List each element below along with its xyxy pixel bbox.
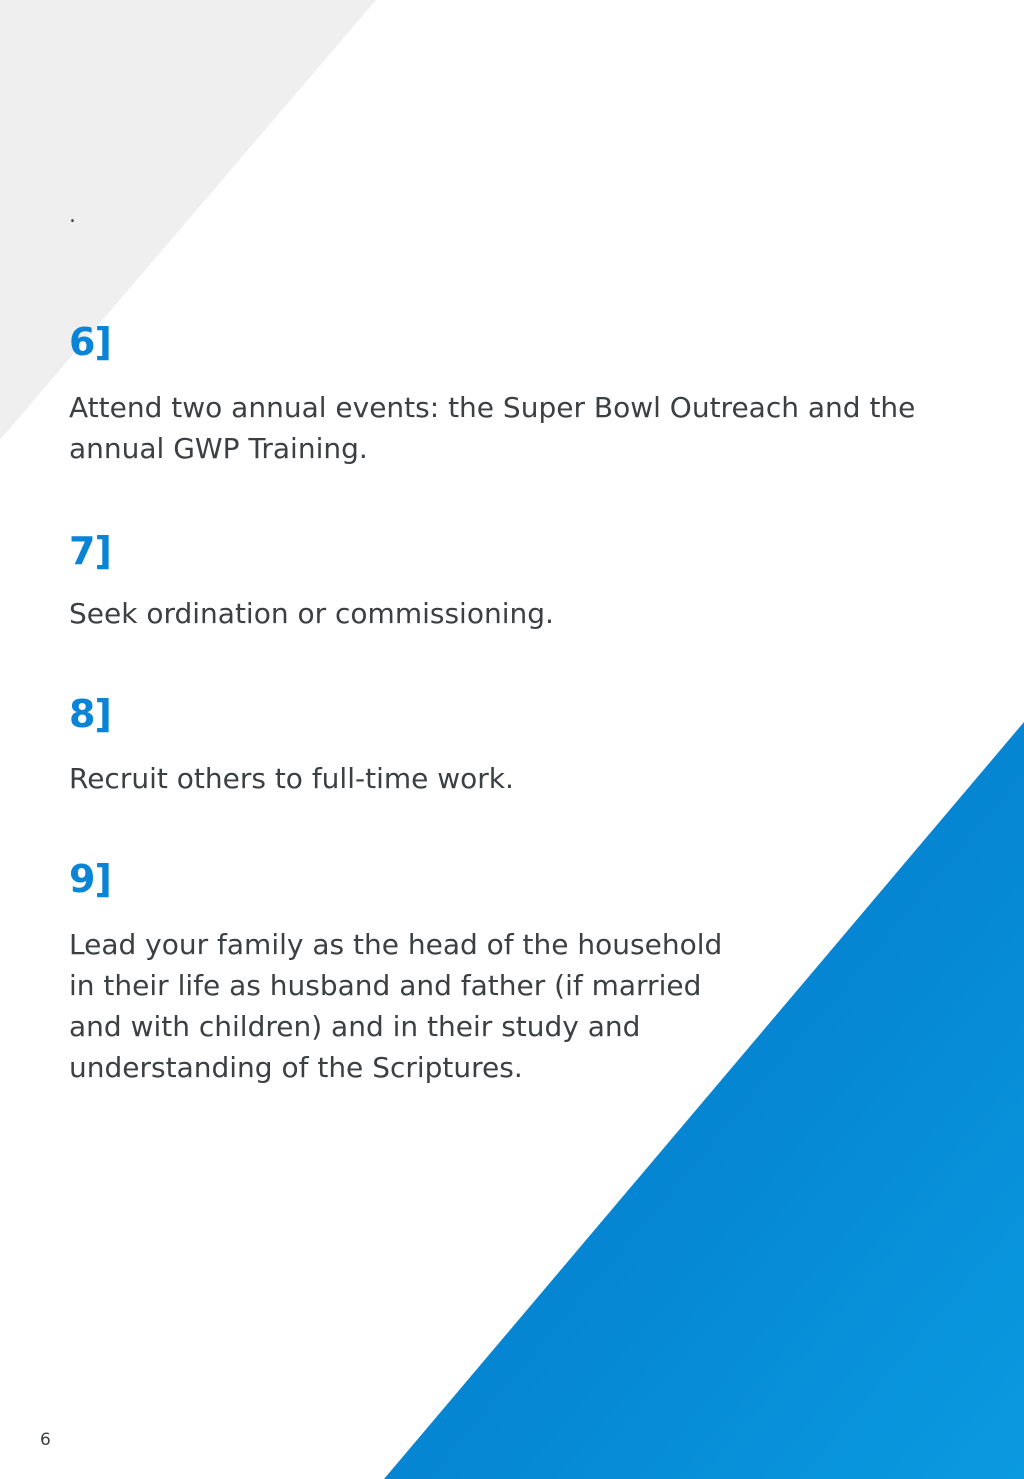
- item-text-8: Recruit others to full-time work.: [69, 762, 514, 795]
- item-text-9: Lead your family as the head of the household in their life as husband and father (if married and with children) and in their study and understanding of the Scriptures.: [69, 928, 723, 1084]
- page-number: 6: [40, 1430, 51, 1450]
- item-text-7: Seek ordination or commissioning.: [69, 597, 554, 630]
- item-number-6: 6]: [69, 320, 111, 364]
- item-number-9: 9]: [69, 857, 111, 901]
- item-number-8: 8]: [69, 692, 111, 736]
- gray-triangle-shape: [0, 0, 376, 440]
- blue-triangle-shape: [384, 722, 1024, 1479]
- item-number-7: 7]: [69, 529, 111, 573]
- stray-dot-mark: .: [69, 203, 76, 228]
- item-text-6: Attend two annual events: the Super Bowl Outreach and the annual GWP Training.: [69, 391, 916, 465]
